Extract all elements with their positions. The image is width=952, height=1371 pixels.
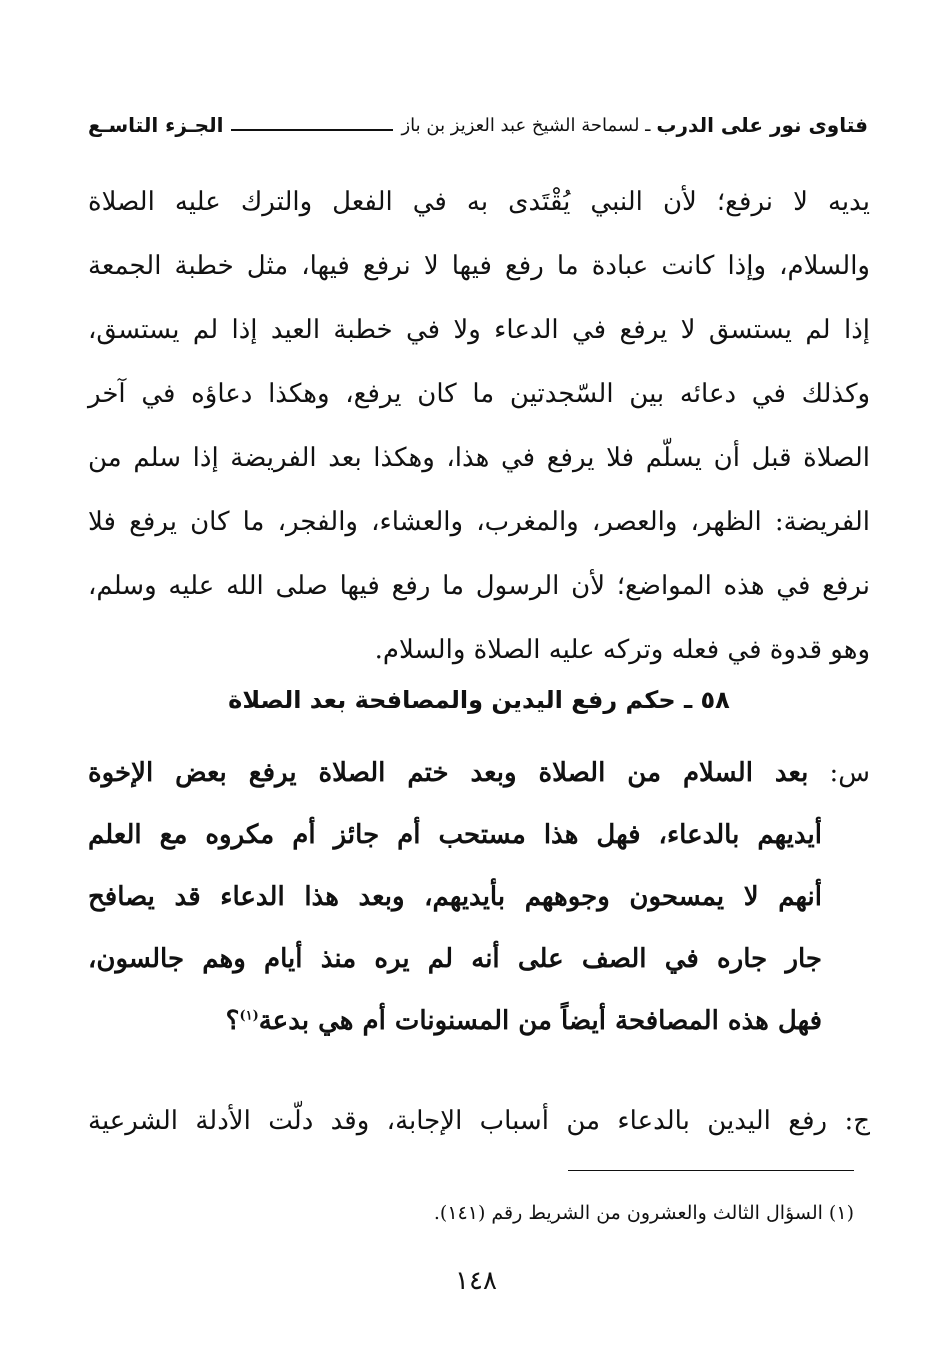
footnote-marker[interactable]: (١)	[239, 1008, 259, 1024]
page-number: ١٤٨	[455, 1266, 497, 1296]
question-mark: ؟	[225, 1006, 240, 1036]
question-text: بعد السلام من الصلاة وبعد ختم الصلاة يرفع بعض الإخوة	[88, 758, 809, 788]
footnote: (١) السؤال الثالث والعشرون من الشريط رقم (١٤١).	[433, 1202, 854, 1224]
body-line: نرفع في هذه المواضع؛ لأن الرسول ما رفع فيها صلى الله عليه وسلم،	[88, 571, 870, 601]
question-line	[88, 742, 870, 804]
body-line: الصلاة قبل أن يسلّم فلا يرفع في هذا، وهكذا بعد الفريضة إذا سلم من	[88, 443, 870, 473]
question-prefix: س:	[808, 758, 870, 788]
body-line: إذا لم يستسق لا يرفع في الدعاء ولا في خطبة العيد إذا لم يستسق،	[88, 315, 870, 345]
running-header	[88, 108, 868, 142]
question-line: أيديهم بالدعاء، فهل هذا مستحب أم جائز أم مكروه مع العلم	[88, 820, 822, 850]
answer-block	[88, 1090, 870, 1152]
body-line: الفريضة: الظهر، والعصر، والمغرب، والعشاء، والفجر، ما كان يرفع فلا	[88, 507, 870, 537]
footnote-separator	[568, 1170, 854, 1171]
answer-line: ج: رفع اليدين بالدعاء من أسباب الإجابة، وقد دلّت الأدلة الشرعية	[88, 1106, 870, 1136]
body-paragraph	[88, 170, 870, 682]
book-title: فتاوى نور على الدرب	[656, 113, 868, 137]
question-block	[88, 742, 870, 1052]
question-line	[88, 990, 870, 1052]
body-line: وكذلك في دعائه بين السّجدتين ما كان يرفع، وهكذا دعاؤه في آخر	[88, 379, 870, 409]
author-name: ـ لسماحة الشيخ عبد العزيز بن باز	[401, 114, 651, 136]
question-line: أنهم لا يمسحون وجوههم بأيديهم، وبعد هذا الدعاء قد يصافح	[88, 882, 822, 912]
body-line: يديه لا نرفع؛ لأن النبي يُقْتَدى به في الفعل والترك عليه الصلاة	[88, 187, 870, 217]
volume-label: الجـزء التاسـع	[88, 113, 224, 137]
header-rule	[231, 129, 393, 131]
question-line: جار جاره في الصف على أنه لم يره منذ أيام وهم جالسون،	[88, 944, 822, 974]
section-heading: ٥٨ ـ حكم رفع اليدين والمصافحة بعد الصلاة	[228, 686, 730, 714]
question-text: فهل هذه المصافحة أيضاً من المسنونات أم هي بدعة	[258, 1006, 822, 1036]
body-line: والسلام، وإذا كانت عبادة ما رفع فيها لا نرفع فيها، مثل خطبة الجمعة	[88, 251, 870, 281]
body-line: وهو قدوة في فعله وتركه عليه الصلاة والسلام.	[374, 635, 870, 665]
